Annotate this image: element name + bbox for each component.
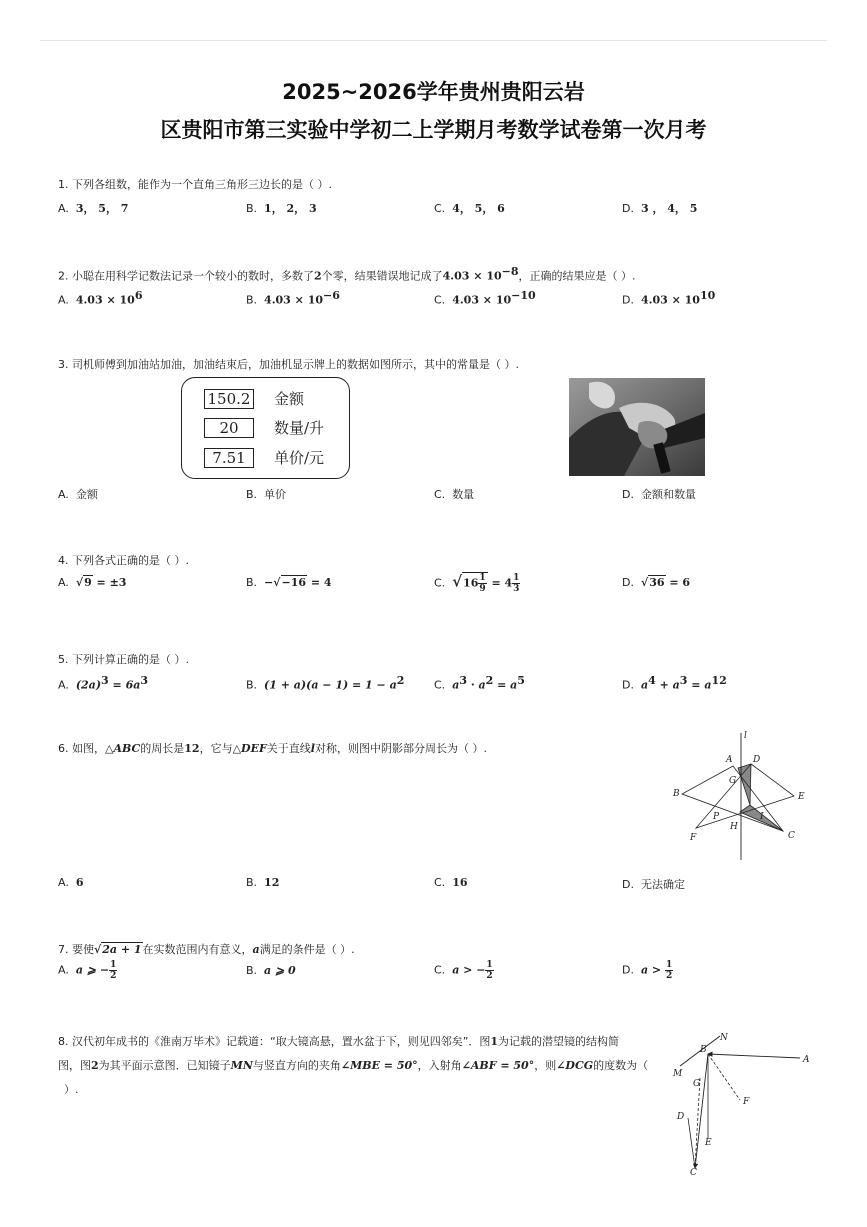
ray-b-c — [695, 1054, 708, 1168]
q3-option-b[interactable]: B. 单价 — [246, 488, 287, 501]
label-e: E — [798, 792, 805, 802]
q4-option-d[interactable]: D. √36 = 6 — [622, 576, 691, 589]
label-f: F — [743, 1097, 750, 1107]
q4-option-c[interactable]: C. √16 $\frac{1}{9}$ = 4 $\frac{1}{3}$ — [434, 572, 520, 594]
label-g: G — [693, 1079, 701, 1089]
line-bf — [708, 1054, 740, 1100]
label-b: B — [673, 789, 680, 799]
top-divider — [40, 40, 827, 41]
label-g: G — [729, 776, 737, 786]
q5-option-b[interactable]: B. $(1 + a)(a - 1) = 1 - a^2$ — [246, 674, 405, 692]
label-f: F — [690, 833, 697, 843]
question-4-stem: 4. 下列各式正确的是（ ）. — [58, 554, 189, 567]
q7-option-b[interactable]: B. a ⩾ 0 — [246, 964, 296, 977]
label-h: H — [730, 822, 738, 832]
q1-option-c[interactable]: C. 4， 5， 6 — [434, 202, 505, 215]
q3-option-c[interactable]: C. 数量 — [434, 488, 475, 501]
q4-option-b[interactable]: B. −√−16 = 4 — [246, 576, 332, 589]
page-title-line2: 区贵阳市第三实验中学初二上学期月考数学试卷第一次月考 — [160, 118, 707, 142]
q6-option-d[interactable]: D. 无法确定 — [622, 878, 685, 891]
label-m: M — [673, 1069, 683, 1079]
q5-option-c[interactable]: C. $a^3 \cdot a^2 = a^5$ — [434, 674, 525, 692]
label-l: l — [744, 731, 747, 741]
amount-label: 金额 — [274, 390, 305, 408]
volume-label: 数量/升 — [274, 419, 325, 437]
label-n: N — [720, 1033, 728, 1043]
label-a: A — [803, 1055, 810, 1065]
amount-value: 150.2 — [204, 389, 254, 409]
q2-option-a[interactable]: A. $4.03 \times 10^6$ — [58, 289, 143, 307]
q7-option-c[interactable]: C. a > − $\frac{1}{2}$ — [434, 960, 493, 981]
label-d: D — [753, 755, 761, 765]
question-5-stem: 5. 下列计算正确的是（ ）. — [58, 653, 189, 666]
label-c: C — [690, 1168, 697, 1178]
shaded-region-upper — [738, 764, 751, 805]
q5-option-a[interactable]: A. $(2a)^3 = 6a^3$ — [58, 674, 149, 692]
label-i: I — [760, 812, 764, 822]
periscope-figure — [670, 1028, 815, 1178]
q3-option-a[interactable]: A. 金额 — [58, 488, 98, 501]
page-title-line1: 2025~2026学年贵州贵阳云岩 — [282, 80, 585, 104]
question-2-stem: 2. 小聪在用科学记数法记录一个较小的数时，多数了2个零，结果错误地记成了$4.03 \times 10^{-8}$，正确的结果应是（ ）. — [58, 265, 636, 283]
question-8-line1: 8. 汉代初年成书的《淮南万毕术》记载道：“取大镜高悬，置水盆于下，则见四邻矣”．图1为记载的潜望镜的结构简 — [58, 1035, 620, 1048]
line-gc — [695, 1078, 700, 1168]
fuel-pump-display — [181, 377, 350, 479]
label-a: A — [726, 755, 733, 765]
question-7-stem: 7. 要使√2a + 1在实数范围内有意义，a满足的条件是（ ）. — [58, 943, 355, 956]
line-dc — [688, 1118, 695, 1168]
q6-option-a[interactable]: A. 6 — [58, 876, 84, 889]
ray-a-b — [708, 1054, 800, 1058]
question-8-line2: 图，图2为其平面示意图．已知镜子MN与竖直方向的夹角∠MBE = 50°，入射角∠ABF = 50°，则∠DCG的度数为（ — [58, 1059, 649, 1072]
q3-option-d[interactable]: D. 金额和数量 — [622, 488, 696, 501]
q2-option-b[interactable]: B. $4.03 \times 10^{-6}$ — [246, 289, 340, 307]
q2-option-d[interactable]: D. $4.03 \times 10^{10}$ — [622, 289, 716, 307]
label-d: D — [677, 1112, 685, 1122]
question-3-stem: 3. 司机师傅到加油站加油，加油结束后，加油机显示牌上的数据如图所示，其中的常量是（ ）. — [58, 358, 519, 371]
question-8-line3: ）. — [64, 1083, 79, 1096]
fuel-nozzle-photo — [569, 378, 705, 476]
question-1-stem: 1. 下列各组数，能作为一个直角三角形三边长的是（ ）. — [58, 178, 332, 191]
q6-option-b[interactable]: B. 12 — [246, 876, 280, 889]
q1-option-b[interactable]: B. 1， 2， 3 — [246, 202, 317, 215]
symmetry-figure — [670, 728, 815, 863]
label-e: E — [705, 1138, 712, 1148]
question-6-stem: 6. 如图，△ABC的周长是12，它与△DEF关于直线l对称，则图中阴影部分周长为（ ）. — [58, 742, 487, 755]
price-label: 单价/元 — [274, 449, 325, 467]
q7-option-d[interactable]: D. a > $\frac{1}{2}$ — [622, 960, 673, 981]
q4-option-a[interactable]: A. √9 = ±3 — [58, 576, 127, 589]
q1-option-d[interactable]: D. 3 ， 4， 5 — [622, 202, 698, 215]
q6-option-c[interactable]: C. 16 — [434, 876, 468, 889]
label-c: C — [788, 831, 795, 841]
label-b: B — [700, 1045, 707, 1055]
q2-option-c[interactable]: C. $4.03 \times 10^{-10}$ — [434, 289, 536, 307]
q1-option-a[interactable]: A. 3， 5， 7 — [58, 202, 129, 215]
price-value: 7.51 — [204, 448, 254, 468]
label-p: P — [713, 812, 720, 822]
q5-option-d[interactable]: D. $a^4 + a^3 = a^{12}$ — [622, 674, 727, 692]
volume-value: 20 — [204, 418, 254, 438]
q7-option-a[interactable]: A. a ⩾ − $\frac{1}{2}$ — [58, 960, 117, 981]
